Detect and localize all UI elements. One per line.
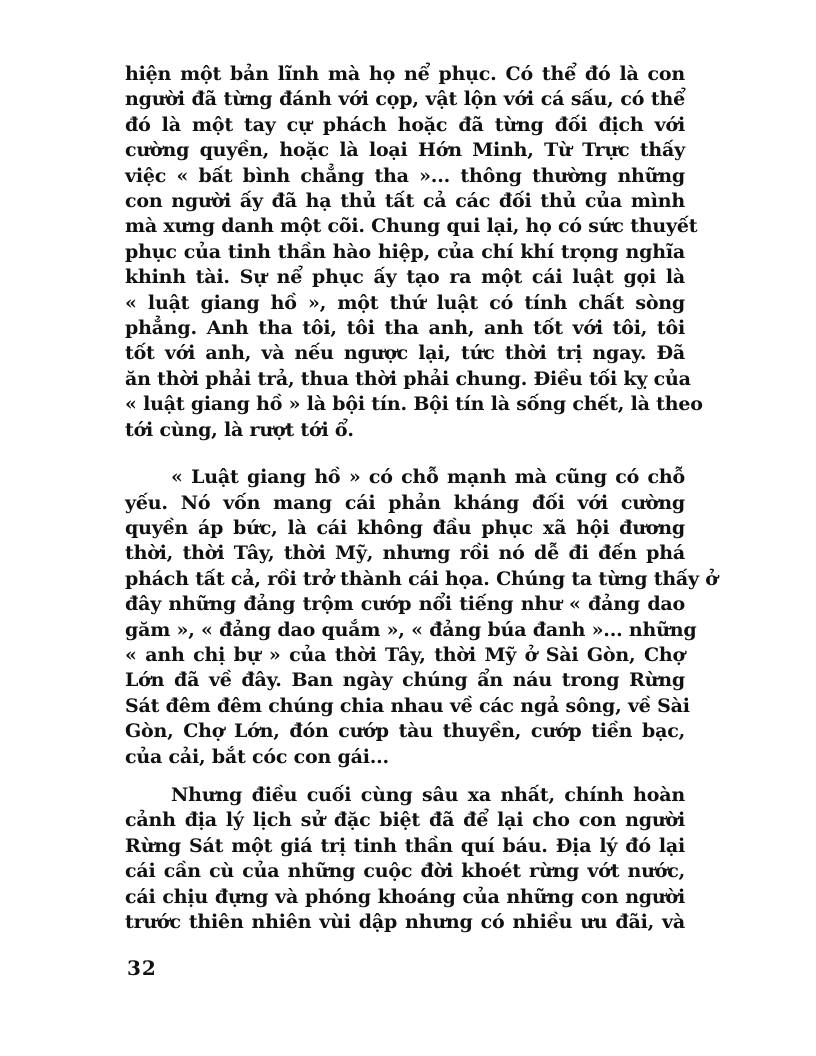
book-page <box>125 62 718 1052</box>
text-line: « anh chị bự » của thời Tây, thời Mỹ ở Sài Gòn, Chợ <box>125 643 685 666</box>
text-line: ăn thời phải trả, thua thời phải chung. Điều tối kỵ của <box>125 367 691 390</box>
text-line: hiện một bản lĩnh mà họ nể phục. Có thể đó là con <box>125 63 685 85</box>
text-line: tới cùng, là rượt tới ổ. <box>125 418 354 441</box>
text-line: « Luật giang hồ » có chỗ mạnh mà cũng có chỗ <box>171 466 685 489</box>
text-line: phục của tinh thần hào hiệp, của chí khí trọng nghĩa <box>125 240 685 263</box>
text-line: yếu. Nó vốn mang cái phản kháng đối với cường <box>125 491 685 514</box>
paragraph-1 <box>125 62 703 443</box>
text-line: cường quyền, hoặc là loại Hớn Minh, Từ Trực thấy <box>125 139 685 162</box>
text-line: găm », « đảng dao quắm », « đảng búa đanh »... những <box>125 618 697 641</box>
text-line: việc « bất bình chẳng tha »... thông thường những <box>125 164 685 187</box>
page-number: 32 <box>127 956 157 980</box>
text-line: người đã từng đánh với cọp, vật lộn với cá sấu, có thể <box>125 88 685 111</box>
text-line: quyền áp bức, là cái không đầu phục xã hội đương <box>125 516 685 539</box>
text-line: Sát đêm đêm chúng chia nhau về các ngả sông, về Sài <box>125 694 690 717</box>
text-line: cái chịu đựng và phóng khoáng của những con người <box>125 885 685 908</box>
paragraph-2 <box>125 465 718 770</box>
text-line: cảnh địa lý lịch sử đặc biệt đã để lại cho con người <box>125 809 685 832</box>
text-line: Gòn, Chợ Lớn, đón cướp tàu thuyền, cướp tiền bạc, <box>125 720 685 743</box>
text-line: của cải, bắt cóc con gái... <box>125 745 389 768</box>
text-line: phách tất cả, rồi trở thành cái họa. Chúng ta từng thấy ở <box>125 567 718 590</box>
text-line: « luật giang hồ » là bội tín. Bội tín là sống chết, là theo <box>125 393 703 416</box>
text-line: Lớn đã về đây. Ban ngày chúng ẩn náu trong Rừng <box>125 669 685 692</box>
text-line: con người ấy đã hạ thủ tất cả các đối thủ của mình <box>125 190 685 213</box>
text-line: thời, thời Tây, thời Mỹ, nhưng rồi nó dễ đi đến phá <box>125 542 685 565</box>
text-line: « luật giang hồ », một thứ luật có tính chất sòng <box>125 291 685 314</box>
text-line: mà xưng danh một cõi. Chung qui lại, họ có sức thuyết <box>125 215 698 238</box>
text-line: Rừng Sát một giá trị tinh thần quí báu. Địa lý đó lại <box>125 834 685 857</box>
text-line: đây những đảng trộm cướp nổi tiếng như « đảng dao <box>125 593 685 616</box>
text-line: đó là một tay cự phách hoặc đã từng đối địch với <box>125 113 685 136</box>
text-line: khinh tài. Sự nể phục ấy tạo ra một cái luật gọi là <box>125 266 685 289</box>
paragraph-3 <box>125 783 685 935</box>
text-line: phẳng. Anh tha tôi, tôi tha anh, anh tốt với tôi, tôi <box>125 317 685 340</box>
text-line: Nhưng điều cuối cùng sâu xa nhất, chính hoàn <box>171 783 685 806</box>
text-line: cái cần cù của những cuộc đời khoét rừng vớt nước, <box>125 860 685 883</box>
text-line: trước thiên nhiên vùi dập nhưng có nhiều ưu đãi, và <box>125 911 685 933</box>
text-line: tốt với anh, và nếu ngược lại, tức thời trị ngay. Đã <box>125 342 685 365</box>
